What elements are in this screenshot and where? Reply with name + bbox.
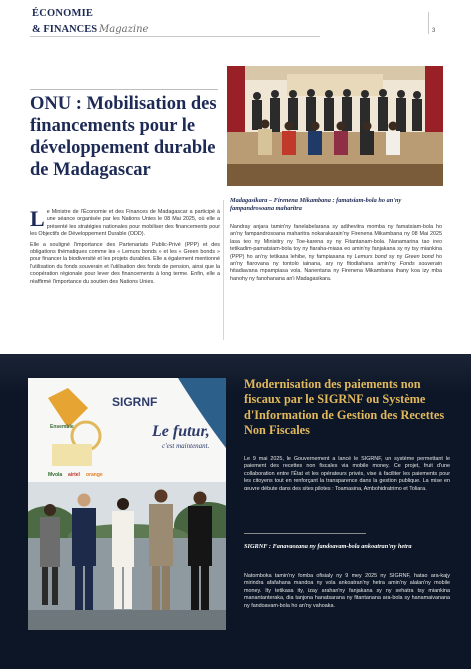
mg-em-lemurs-bond: Lemurs bond — [354, 253, 387, 260]
header-divider — [30, 36, 320, 37]
article1-title-rule — [30, 89, 218, 90]
article2-group-photo — [28, 378, 226, 630]
brand-script: Magazine — [99, 23, 149, 35]
header-vertical-divider — [428, 12, 429, 34]
page-number: 3 — [432, 28, 436, 34]
column-divider — [223, 200, 224, 340]
article1-malagasy-heading: Madagasikara – Firenena Mikambana : famatsiam-bola ho an'ny fampandrosoana maharitra — [230, 197, 402, 212]
banner-sponsor-3: orange — [86, 472, 103, 478]
banner-sublogo: Ensemble — [50, 424, 74, 430]
article2-malagasy-body: Natomboka tamin'ny fomba ofisialy ny 9 mey 2025 ny SIGRNF, hatao ara-kajy mirindra afafahana mandoa ny vola ankoatran'ny hetra amin'ny alalan'ny mobile money. Ity tetikasa ity, izay arahan'ny fanjakana sy ny sehatra tsy miankina manantanteraka, dia tanjona hanatsarana ny fitantanana ara-bola sy hanamaivanana ny fandoavam-bola ho an'ny vahoaka. — [244, 573, 450, 609]
article1-paragraph1 — [30, 206, 220, 239]
article1-paragraph1-text: e Ministre de l'Économie et des Finances de Madagascar a participé à une séance organisée par les Nations Unies le 08 Mai 2025, où elle a présenté les stratégies nationales pour mobiliser des financements pour les Objectifs de Développement Durable (ODD). — [30, 209, 220, 238]
article2-title: Modernisation des paiements non fiscaux par le SIGRNF ou Système d'Information de Gestion des Recettes Non Fiscales — [244, 377, 445, 438]
banner-sponsor-1: Mvola — [48, 472, 63, 478]
article1-paragraph2: Elle a souligné l'importance des Partenariats Public-Privé (PPP) et des obligations thématiques comme les « Lemurs bonds » et les « Green bonds » pour financer la biodiversité et les projets durables. Elle a également mentionné l'utilisation du fonds souverain et l'utilisation des fonds de pension, ainsi que la coopération régionale pour lever des financements à long terme. Enfin, elle a réaffirmé l'importance du soutien des Nations Unies. — [30, 241, 220, 285]
mg-em-green-bond: Green bond — [404, 253, 434, 260]
mg-text-1: Nandray anjara tamin'ny fanelabelarana sy adihevitra momba ny famatsiam-bola ho an'ny fampandrosoana maharitra nokarakarain'ny Firenena Mikambana ny 08 Mai 2025 lasa teo ny Minisitry ny Toe-karena sy ny Fitantanam-bola. Nanamarina tao ireo tetikadim-pamatsiam-bola toy ny fiaraha-miasa eo amin'ny fanjakana sy ny tsy miankina (PPP) ho an'ny tetikasa lehibe, ny fampiasana ny — [230, 224, 442, 260]
article1-group-photo — [227, 66, 443, 186]
banner-sponsor-2: airtel — [68, 472, 80, 478]
mg-text-2: sy ny — [389, 253, 403, 260]
dropcap: L — [30, 206, 45, 231]
article2-body: Le 9 mai 2025, le Gouvernement a lancé le SIGRNF, un système permettant le paiement des recettes non fiscales via mobile money. Ce projet, fruit d'une collaboration entre l'État et les opérateurs privés, vise à faciliter les paiements pour les citoyens tout en renforçant la transparence dans la gestion publique. La mise en œuvre débute dans des sites pilotes : Toamasina, Ambohidratrimo et Toliara. — [244, 456, 450, 492]
article2-divider — [244, 533, 366, 534]
mg-em-fonds-souverain: Fonds souverain — [399, 261, 443, 268]
banner-logo-text: SIGRNF — [112, 395, 158, 409]
article1-malagasy-body — [230, 224, 442, 283]
mg-text-3: ho an'ny fiarovana ny tontolo iainana, ary ny fitodiahana amin'ny — [230, 253, 443, 268]
banner-slogan-2: c'est maintenant. — [162, 442, 210, 450]
masthead-logo — [32, 9, 148, 36]
article1-body — [30, 206, 220, 289]
banner-slogan-1: Le futur, — [152, 423, 210, 440]
page-header — [0, 0, 471, 40]
mg-text-4: hitadiavana mpampiasa vola. Nanentana ny Firenena Mikambana ihany koa izy mba hanohy ny fanohanana an'i Madagasikara. — [230, 268, 442, 282]
brand-line1: ÉCONOMIE — [32, 8, 94, 19]
article2-malagasy-heading: SIGRNF : Fanavaozana ny fandoavam-bola ankoatran'ny hetra — [244, 543, 412, 550]
article1-title: ONU : Mobilisation des financements pour le développement durable de Madagascar — [30, 94, 217, 180]
brand-line2: & FINANCES — [32, 23, 98, 35]
